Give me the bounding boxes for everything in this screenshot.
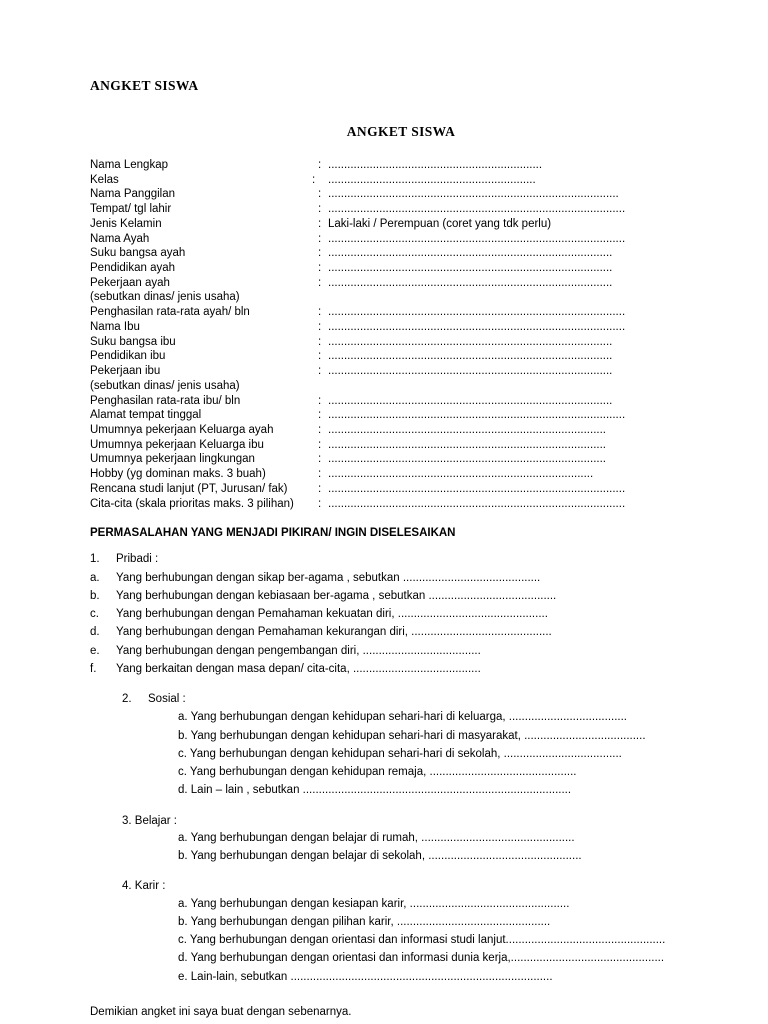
field-label: Suku bangsa ayah (90, 247, 186, 260)
table-row (90, 482, 672, 497)
field-label: Pendidikan ayah (90, 262, 176, 275)
table-row (90, 232, 672, 247)
field-value[interactable]: ......................................................................................... (328, 350, 613, 363)
field-value[interactable]: ....................................................................................... (328, 453, 606, 466)
table-row (90, 290, 672, 305)
item-label: Sosial : (148, 693, 186, 705)
item-text[interactable]: Yang berkaitan dengan masa depan/ cita-cita, ........................................ (116, 662, 481, 675)
field-label: Nama Ayah (90, 232, 150, 245)
item-marker: c. (90, 608, 99, 620)
field-value[interactable]: ............................................................................................. (328, 497, 626, 510)
field-label: Pekerjaan ibu (90, 365, 161, 378)
item-text[interactable]: Yang berhubungan dengan sikap ber-agama , sebutkan ........................................... (116, 571, 541, 584)
list-item[interactable]: c. Yang berhubungan dengan orientasi dan informasi studi lanjut.................................................. (178, 934, 666, 946)
group-karir-items (122, 896, 672, 986)
field-colon: : (318, 350, 322, 363)
field-label: Penghasilan rata-rata ayah/ bln (90, 306, 250, 319)
table-row (90, 379, 672, 394)
field-value[interactable]: ....................................................................................... (328, 438, 606, 451)
field-value[interactable]: Laki-laki / Perempuan (coret yang tdk perlu) (328, 217, 552, 230)
list-item (90, 606, 672, 623)
table-row (90, 364, 672, 379)
section-title: PERMASALAHAN YANG MENJADI PIKIRAN/ INGIN DISELESAIKAN (90, 527, 456, 540)
questions-list (90, 551, 672, 986)
table-row (90, 158, 672, 173)
field-value[interactable]: ....................................................................................... (328, 423, 606, 436)
field-colon: : (318, 188, 322, 201)
item-text[interactable]: Yang berhubungan dengan Pemahaman kekuatan diri, ............................................... (116, 608, 548, 620)
table-row (90, 423, 672, 438)
list-item (90, 643, 672, 660)
field-label: Umumnya pekerjaan Keluarga ibu (90, 438, 264, 451)
item-marker: f. (90, 662, 97, 675)
list-item (90, 570, 672, 587)
item-text[interactable]: Yang berhubungan dengan kebiasaan ber-agama , sebutkan ........................................ (116, 589, 557, 602)
field-value[interactable]: ............................................................................................. (328, 409, 626, 422)
list-item (90, 551, 672, 568)
field-value[interactable]: ................................................................... (328, 159, 543, 171)
item-label: Pribadi : (116, 553, 159, 566)
table-row (90, 394, 672, 409)
field-label: Pendidikan ibu (90, 350, 166, 363)
field-colon: : (318, 468, 322, 481)
field-colon: : (318, 453, 322, 466)
field-value[interactable]: ............................................................................................. (328, 482, 626, 495)
field-colon: : (318, 482, 322, 495)
field-label: Umumnya pekerjaan lingkungan (90, 453, 255, 466)
field-label: Nama Ibu (90, 320, 140, 333)
item-marker: 1. (90, 553, 100, 566)
field-label: Jenis Kelamin (90, 217, 162, 230)
field-colon: : (318, 320, 322, 333)
field-colon: : (318, 159, 322, 171)
field-colon: : (318, 335, 322, 348)
table-row (90, 246, 672, 261)
list-item[interactable]: d. Yang berhubungan dengan orientasi dan informasi dunia kerja,................................................ (178, 952, 665, 965)
item-marker: 2. (122, 693, 132, 705)
table-row (90, 187, 672, 202)
item-marker: d. (90, 626, 100, 639)
field-label: Suku bangsa ibu (90, 335, 176, 348)
table-row (90, 173, 672, 188)
item-text[interactable]: Yang berhubungan dengan pengembangan diri, ..................................... (116, 644, 481, 657)
list-item[interactable]: a. Yang berhubungan dengan belajar di rumah, ................................................ (178, 831, 575, 844)
field-value[interactable]: ......................................................................................... (328, 262, 613, 275)
list-item[interactable]: b. Yang berhubungan dengan kehidupan sehari-hari di masyarakat, ...................................... (178, 729, 646, 742)
list-item[interactable]: b. Yang berhubungan dengan belajar di sekolah, ................................................ (178, 850, 582, 862)
list-item (90, 624, 672, 641)
table-row (90, 335, 672, 350)
document-header: ANGKET SISWA (90, 78, 199, 93)
field-colon: : (318, 232, 322, 245)
table-row (90, 438, 672, 453)
field-colon: : (318, 276, 322, 289)
closing-statement: Demikian angket ini saya buat dengan sebenarnya. (90, 1005, 352, 1018)
field-colon: : (318, 365, 322, 378)
field-label: Nama Lengkap (90, 159, 168, 171)
field-colon: : (312, 173, 316, 186)
field-label: Kelas (90, 173, 119, 186)
table-row (90, 202, 672, 217)
group-karir (90, 878, 672, 986)
field-label: Penghasilan rata-rata ibu/ bln (90, 394, 241, 407)
field-colon: : (318, 217, 322, 230)
list-item[interactable]: a. Yang berhubungan dengan kesiapan karir, .................................................. (178, 897, 570, 910)
field-value[interactable]: ............................................................................................. (328, 306, 626, 319)
table-row (90, 276, 672, 291)
field-label: Pekerjaan ayah (90, 276, 170, 289)
field-value[interactable]: ............................................................................................. (328, 320, 626, 333)
list-item (90, 588, 672, 605)
list-item[interactable]: c. Yang berhubungan dengan kehidupan remaja, .............................................. (178, 766, 577, 778)
table-row (90, 349, 672, 364)
field-colon: : (318, 394, 322, 407)
field-note: (sebutkan dinas/ jenis usaha) (90, 379, 240, 392)
field-colon: : (318, 306, 322, 319)
table-row (90, 261, 672, 276)
field-label: Tempat/ tgl lahir (90, 203, 172, 216)
field-value[interactable]: ......................................................................................... (328, 276, 613, 289)
field-colon: : (318, 247, 322, 260)
list-item[interactable]: c. Yang berhubungan dengan kehidupan sehari-hari di sekolah, ..................................... (178, 747, 622, 760)
item-text[interactable]: Yang berhubungan dengan Pemahaman kekurangan diri, ............................................ (116, 626, 552, 639)
group-belajar-label: 3. Belajar : (122, 814, 177, 827)
field-label: Umumnya pekerjaan Keluarga ayah (90, 423, 274, 436)
field-label: Cita-cita (skala prioritas maks. 3 pilihan) (90, 497, 294, 510)
item-marker: a. (90, 571, 100, 584)
list-item (90, 661, 672, 678)
field-value[interactable]: ............................................................................................. (328, 232, 626, 245)
field-note: (sebutkan dinas/ jenis usaha) (90, 291, 240, 304)
document-title: ANGKET SISWA (346, 124, 456, 139)
field-colon: : (318, 203, 322, 216)
field-value[interactable]: ......................................................................................... (328, 335, 613, 348)
item-marker: e. (90, 644, 100, 657)
group-belajar (90, 813, 672, 866)
group-belajar-items (122, 830, 672, 866)
field-colon: : (318, 497, 322, 510)
field-value[interactable]: ......................................................................................... (328, 394, 613, 407)
item-marker: b. (90, 589, 100, 602)
group-sosial-items (122, 709, 672, 799)
field-value[interactable]: ............................................................................................. (328, 203, 626, 216)
table-row (90, 320, 672, 335)
field-label: Rencana studi lanjut (PT, Jurusan/ fak) (90, 482, 288, 495)
table-row (90, 305, 672, 320)
field-label: Hobby (yg dominan maks. 3 buah) (90, 468, 266, 481)
table-row (90, 467, 672, 482)
field-value[interactable]: ........................................................................................... (328, 188, 619, 201)
identity-table-body (90, 158, 672, 511)
field-label: Alamat tempat tinggal (90, 409, 202, 422)
list-item[interactable]: e. Lain-lain, sebutkan .................................................................................. (178, 970, 553, 983)
list-item[interactable]: d. Lain – lain , sebutkan .................................................................................... (178, 784, 572, 797)
field-colon: : (318, 409, 322, 422)
table-row (90, 408, 672, 423)
field-value[interactable]: ................................................................. (328, 173, 536, 186)
list-item[interactable]: b. Yang berhubungan dengan pilihan karir, ................................................ (178, 915, 551, 928)
table-row (90, 452, 672, 467)
identity-table (90, 158, 672, 511)
field-colon: : (318, 262, 322, 275)
field-colon: : (318, 438, 322, 451)
list-item[interactable]: a. Yang berhubungan dengan kehidupan sehari-hari di keluarga, ..................................... (178, 711, 627, 724)
field-label: Nama Panggilan (90, 188, 176, 201)
table-row (90, 217, 672, 232)
field-value[interactable]: ......................................................................................... (328, 247, 613, 260)
field-value[interactable]: ......................................................................................... (328, 365, 613, 378)
field-colon: : (318, 423, 322, 436)
table-row (90, 497, 672, 512)
group-karir-label: 4. Karir : (122, 880, 166, 893)
list-item (122, 691, 672, 708)
group-sosial (90, 691, 672, 800)
field-value[interactable]: ................................................................................... (328, 468, 594, 481)
